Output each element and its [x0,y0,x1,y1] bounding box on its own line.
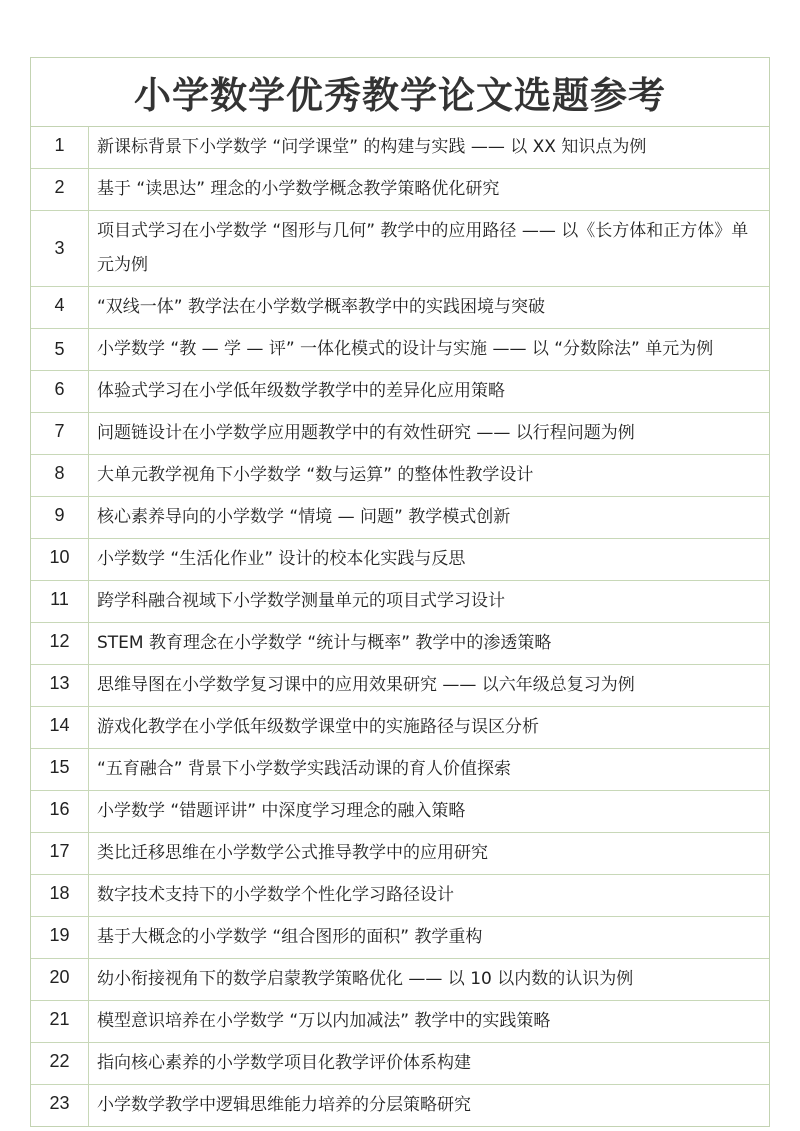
topic-number: 12 [31,623,89,664]
topic-number: 4 [31,287,89,328]
topic-row [31,497,769,539]
topic-number: 8 [31,455,89,496]
topic-row [31,833,769,875]
topic-text: 类比迁移思维在小学数学公式推导教学中的应用研究 [97,843,488,863]
topic-row [31,211,769,287]
topic-row [31,791,769,833]
topic-number: 14 [31,707,89,748]
topic-row [31,539,769,581]
topic-row [31,623,769,665]
topic-number: 9 [31,497,89,538]
topic-row [31,371,769,413]
topic-number: 11 [31,581,89,622]
topic-text: 基于 “读思达” 理念的小学数学概念教学策略优化研究 [97,179,500,199]
topic-text: 项目式学习在小学数学 “图形与几何” 教学中的应用路径 —— 以《长方体和正方体》单元为例 [97,221,749,275]
topic-row [31,329,769,371]
topic-row [31,455,769,497]
topic-text: 核心素养导向的小学数学 “情境 — 问题” 教学模式创新 [97,507,511,527]
topic-row [31,875,769,917]
topic-row [31,1001,769,1043]
topic-number: 21 [31,1001,89,1042]
topic-text: 基于大概念的小学数学 “组合图形的面积” 教学重构 [97,927,483,947]
topics-table [30,57,770,1127]
topic-number: 10 [31,539,89,580]
topic-number: 19 [31,917,89,958]
topic-text: 小学数学 “教 — 学 — 评” 一体化模式的设计与实施 —— 以 “分数除法” 单元为例 [97,339,714,359]
topic-number: 20 [31,959,89,1000]
topic-text: 指向核心素养的小学数学项目化教学评价体系构建 [97,1053,471,1073]
topic-text: 数字技术支持下的小学数学个性化学习路径设计 [97,885,454,905]
topic-row [31,169,769,211]
topic-number: 6 [31,371,89,412]
topic-number: 15 [31,749,89,790]
topic-row [31,917,769,959]
topic-row [31,665,769,707]
topic-row [31,127,769,169]
topic-row [31,959,769,1001]
topic-text: 问题链设计在小学数学应用题教学中的有效性研究 —— 以行程问题为例 [97,423,635,443]
topic-number: 7 [31,413,89,454]
topic-text: STEM 教育理念在小学数学 “统计与概率” 教学中的渗透策略 [97,633,552,653]
topic-text: 思维导图在小学数学复习课中的应用效果研究 —— 以六年级总复习为例 [97,675,635,695]
topic-text: 幼小衔接视角下的数学启蒙教学策略优化 —— 以 10 以内数的认识为例 [97,969,634,989]
topic-number: 2 [31,169,89,210]
page-title: 小学数学优秀教学论文选题参考 [31,58,769,127]
topic-row [31,581,769,623]
topic-text: 新课标背景下小学数学 “问学课堂” 的构建与实践 —— 以 XX 知识点为例 [97,137,647,157]
topic-row [31,413,769,455]
topics-list [31,127,769,1126]
topic-row [31,1043,769,1085]
topic-number: 18 [31,875,89,916]
topic-text: 大单元教学视角下小学数学 “数与运算” 的整体性教学设计 [97,465,534,485]
topic-number: 16 [31,791,89,832]
topic-text: 体验式学习在小学低年级数学教学中的差异化应用策略 [97,381,505,401]
topic-text: “双线一体” 教学法在小学数学概率教学中的实践困境与突破 [97,297,546,317]
topic-text: 小学数学 “生活化作业” 设计的校本化实践与反思 [97,549,466,569]
topic-row [31,707,769,749]
topic-text: “五育融合” 背景下小学数学实践活动课的育人价值探索 [97,759,512,779]
topic-number: 5 [31,329,89,370]
topic-row [31,749,769,791]
topic-number: 3 [31,211,89,286]
topic-number: 13 [31,665,89,706]
topic-text: 跨学科融合视域下小学数学测量单元的项目式学习设计 [97,591,505,611]
topic-text: 小学数学教学中逻辑思维能力培养的分层策略研究 [97,1095,471,1115]
topic-number: 17 [31,833,89,874]
topic-number: 1 [31,127,89,168]
topic-row [31,287,769,329]
topic-number: 22 [31,1043,89,1084]
topic-text: 小学数学 “错题评讲” 中深度学习理念的融入策略 [97,801,466,821]
topic-row [31,1085,769,1126]
topic-number: 23 [31,1085,89,1126]
topic-text: 游戏化教学在小学低年级数学课堂中的实施路径与误区分析 [97,717,539,737]
topic-text: 模型意识培养在小学数学 “万以内加减法” 教学中的实践策略 [97,1011,551,1031]
